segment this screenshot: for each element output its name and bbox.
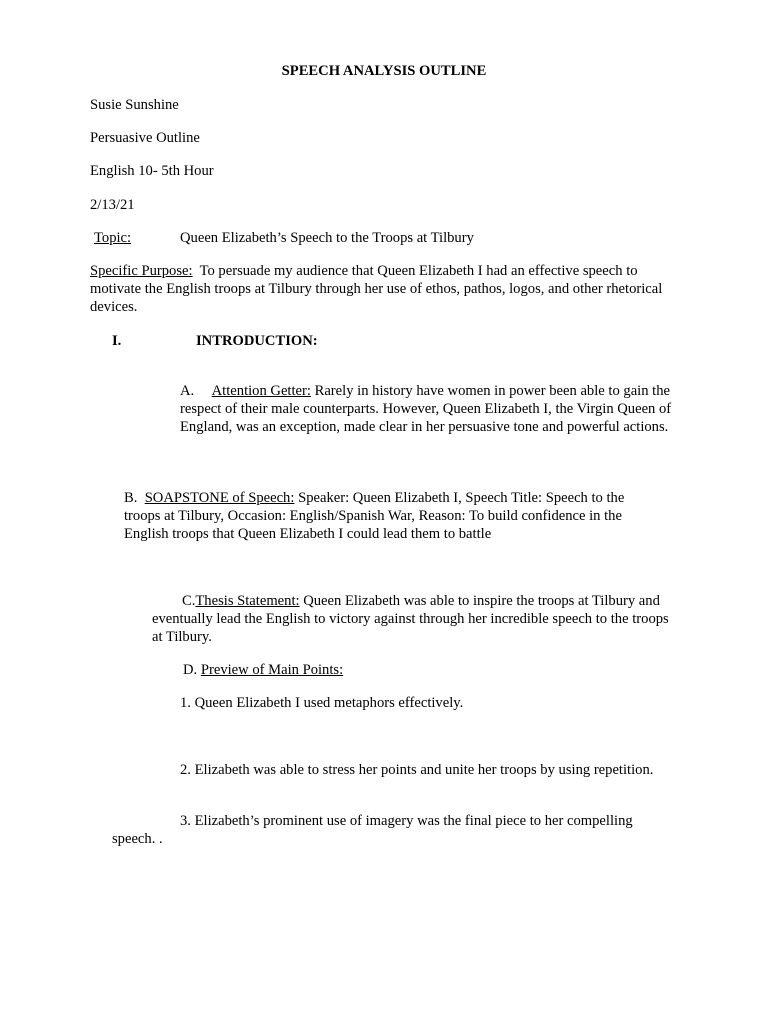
author-name: Susie Sunshine — [90, 97, 179, 113]
main-point-2: 2. Elizabeth was able to stress her points and unite her troops by using repetition. — [180, 762, 654, 778]
document-date: 2/13/21 — [90, 197, 135, 213]
section-heading: INTRODUCTION: — [196, 333, 318, 349]
preview-heading — [183, 661, 343, 679]
topic-text: Queen Elizabeth’s Speech to the Troops at Tilbury — [180, 230, 474, 246]
soapstone-text: Speaker: Queen Elizabeth I, Speech Title: Speech to the troops at Tilbury, Occasion: English/Spanish War, Reason: To build confidence in the English troops that Queen Elizabeth I could lead them to battle — [124, 490, 625, 542]
section-numeral: I. — [112, 333, 122, 349]
main-point-1: 1. Queen Elizabeth I used metaphors effectively. — [180, 695, 464, 711]
attention-getter — [180, 382, 675, 436]
item-c-marker: C. — [182, 593, 196, 609]
purpose-label: Specific Purpose: — [90, 263, 193, 279]
topic-label — [94, 229, 131, 247]
main-point-3: 3. Elizabeth’s prominent use of imagery was the final piece to her compelling speech. . — [112, 813, 633, 847]
item-b-marker: B. — [124, 490, 138, 506]
topic-label-text: Topic: — [94, 230, 132, 246]
preview-label: Preview of Main Points: — [200, 662, 344, 678]
purpose-text: To persuade my audience that Queen Elizabeth I had an effective speech to motivate the English troops at Tilbury through her use of ethos, pathos, logos, and other rhetorical devices. — [90, 263, 663, 315]
document-title: SPEECH ANALYSIS OUTLINE — [281, 63, 487, 79]
thesis-statement — [152, 592, 682, 646]
attention-getter-text: Rarely in history have women in power been able to gain the respect of their male counterparts. However, Queen Elizabeth I, the Virgin Queen of England, was an exception, made clear in her persuasive tone and powerful actions. — [180, 383, 672, 435]
item-d-marker: D. — [183, 662, 198, 678]
thesis-label: Thesis Statement: — [195, 593, 300, 609]
soapstone-label: SOAPSTONE of Speech: — [144, 490, 295, 506]
attention-getter-label: Attention Getter: — [211, 383, 311, 399]
thesis-text: Queen Elizabeth was able to inspire the troops at Tilbury and eventually lead the English to victory against through her incredible speech to the troops at Tilbury. — [152, 593, 669, 645]
specific-purpose — [90, 262, 675, 316]
soapstone — [124, 489, 654, 543]
class-period: English 10- 5th Hour — [90, 163, 214, 179]
item-a-marker: A. — [180, 383, 195, 399]
outline-type: Persuasive Outline — [90, 130, 200, 146]
